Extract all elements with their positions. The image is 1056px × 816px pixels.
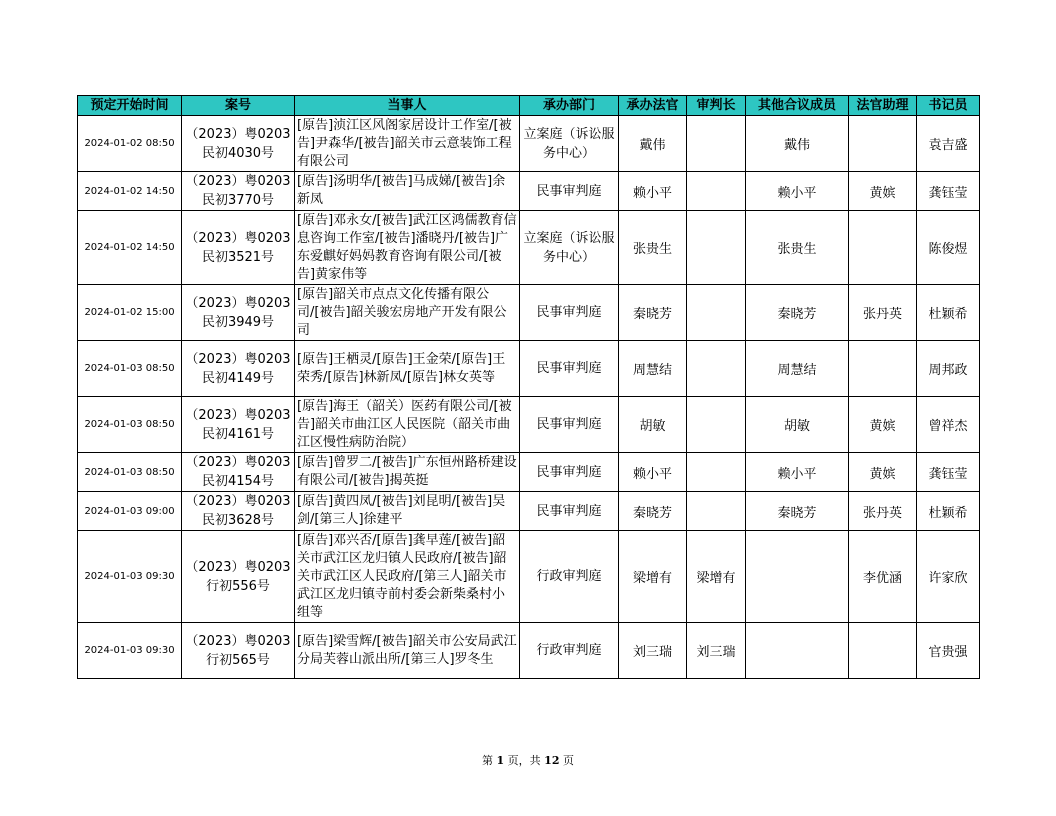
table-row	[78, 341, 980, 397]
cell-dept: 行政审判庭	[520, 531, 619, 623]
cell-chief	[687, 453, 746, 492]
cell-members: 赖小平	[746, 172, 849, 211]
footer-page-number: 1	[496, 754, 505, 767]
cell-clerk: 周邦政	[917, 341, 980, 397]
cell-clerk: 陈俊煜	[917, 211, 980, 285]
cell-time: 2024-01-03 09:30	[78, 531, 182, 623]
cell-dept: 民事审判庭	[520, 397, 619, 453]
header-start-time: 预定开始时间	[78, 96, 182, 116]
table-row	[78, 531, 980, 623]
cell-judge: 秦晓芳	[619, 492, 687, 531]
cell-members: 赖小平	[746, 453, 849, 492]
cell-judge: 秦晓芳	[619, 285, 687, 341]
cell-time: 2024-01-03 09:00	[78, 492, 182, 531]
cell-case: （2023）粤0203民初3949号	[182, 285, 295, 341]
cell-parties: [原告]韶关市点点文化传播有限公司/[被告]韶关骏宏房地产开发有限公司	[295, 285, 520, 341]
cell-dept: 民事审判庭	[520, 285, 619, 341]
cell-dept: 民事审判庭	[520, 172, 619, 211]
header-chief-judge: 审判长	[687, 96, 746, 116]
cell-members: 周慧结	[746, 341, 849, 397]
header-row	[78, 96, 980, 116]
cell-time: 2024-01-02 08:50	[78, 116, 182, 172]
cell-assistant: 张丹英	[849, 492, 917, 531]
cell-members: 秦晓芳	[746, 285, 849, 341]
cell-clerk: 杜颖希	[917, 492, 980, 531]
cell-clerk: 杜颖希	[917, 285, 980, 341]
cell-clerk: 许家欣	[917, 531, 980, 623]
cell-parties: [原告]曾罗二/[被告]广东恒州路桥建设有限公司/[被告]揭英挺	[295, 453, 520, 492]
header-judge: 承办法官	[619, 96, 687, 116]
header-assistant: 法官助理	[849, 96, 917, 116]
cell-clerk: 曾祥杰	[917, 397, 980, 453]
cell-case: （2023）粤0203民初3521号	[182, 211, 295, 285]
footer-suffix: 页	[559, 754, 574, 767]
cell-clerk: 龚钰莹	[917, 172, 980, 211]
cell-judge: 戴伟	[619, 116, 687, 172]
cell-case: （2023）粤0203行初565号	[182, 623, 295, 679]
cell-chief: 刘三瑞	[687, 623, 746, 679]
cell-judge: 梁增有	[619, 531, 687, 623]
cell-case: （2023）粤0203民初4154号	[182, 453, 295, 492]
table-row	[78, 116, 980, 172]
cell-clerk: 龚钰莹	[917, 453, 980, 492]
cell-time: 2024-01-02 14:50	[78, 172, 182, 211]
table-row	[78, 211, 980, 285]
cell-time: 2024-01-03 08:50	[78, 341, 182, 397]
cell-members: 张贵生	[746, 211, 849, 285]
cell-dept: 民事审判庭	[520, 453, 619, 492]
cell-chief	[687, 492, 746, 531]
footer-prefix: 第	[482, 754, 497, 767]
cell-parties: [原告]浈江区风阁家居设计工作室/[被告]尹森华/[被告]韶关市云意装饰工程有限公司	[295, 116, 520, 172]
cell-case: （2023）粤0203民初3628号	[182, 492, 295, 531]
cell-judge: 胡敏	[619, 397, 687, 453]
cell-assistant: 黄嫔	[849, 453, 917, 492]
cell-parties: [原告]梁雪辉/[被告]韶关市公安局武江分局芙蓉山派出所/[第三人]罗冬生	[295, 623, 520, 679]
cell-time: 2024-01-03 09:30	[78, 623, 182, 679]
cell-case: （2023）粤0203民初4161号	[182, 397, 295, 453]
page-footer	[0, 752, 1056, 768]
cell-dept: 民事审判庭	[520, 341, 619, 397]
cell-members: 戴伟	[746, 116, 849, 172]
header-panel-members: 其他合议成员	[746, 96, 849, 116]
cell-members	[746, 531, 849, 623]
cell-case: （2023）粤0203行初556号	[182, 531, 295, 623]
cell-dept: 立案庭（诉讼服务中心）	[520, 116, 619, 172]
cell-assistant: 黄嫔	[849, 172, 917, 211]
cell-parties: [原告]汤明华/[被告]马成娣/[被告]余新凤	[295, 172, 520, 211]
cell-judge: 刘三瑞	[619, 623, 687, 679]
table-row	[78, 492, 980, 531]
cell-dept: 行政审判庭	[520, 623, 619, 679]
header-department: 承办部门	[520, 96, 619, 116]
cell-time: 2024-01-03 08:50	[78, 397, 182, 453]
header-case-number: 案号	[182, 96, 295, 116]
cell-members: 胡敏	[746, 397, 849, 453]
header-clerk: 书记员	[917, 96, 980, 116]
table-row	[78, 285, 980, 341]
cell-assistant	[849, 341, 917, 397]
cell-assistant: 李优涵	[849, 531, 917, 623]
footer-total-pages: 12	[544, 754, 560, 767]
cell-chief	[687, 211, 746, 285]
cell-chief	[687, 172, 746, 211]
cell-assistant	[849, 211, 917, 285]
cell-time: 2024-01-02 15:00	[78, 285, 182, 341]
cell-parties: [原告]邓永女/[被告]武江区鸿儒教育信息咨询工作室/[被告]潘晓丹/[被告]广东爱麒好妈妈教育咨询有限公司/[被告]黄家伟等	[295, 211, 520, 285]
cell-parties: [原告]邓兴否/[原告]龚早莲/[被告]韶关市武江区龙归镇人民政府/[被告]韶关市武江区人民政府/[第三人]韶关市武江区龙归镇寺前村委会新柴桑村小组等	[295, 531, 520, 623]
cell-chief	[687, 397, 746, 453]
cell-dept: 立案庭（诉讼服务中心）	[520, 211, 619, 285]
hearing-schedule-table	[77, 95, 980, 679]
cell-dept: 民事审判庭	[520, 492, 619, 531]
cell-time: 2024-01-02 14:50	[78, 211, 182, 285]
cell-parties: [原告]海王（韶关）医药有限公司/[被告]韶关市曲江区人民医院（韶关市曲江区慢性病防治院）	[295, 397, 520, 453]
table-row	[78, 172, 980, 211]
cell-chief	[687, 341, 746, 397]
cell-parties: [原告]王栖灵/[原告]王金荣/[原告]王荣秀/[原告]林新凤/[原告]林女英等	[295, 341, 520, 397]
cell-members: 秦晓芳	[746, 492, 849, 531]
table-row	[78, 623, 980, 679]
cell-members	[746, 623, 849, 679]
cell-clerk: 官贵强	[917, 623, 980, 679]
cell-assistant	[849, 623, 917, 679]
cell-judge: 张贵生	[619, 211, 687, 285]
cell-case: （2023）粤0203民初3770号	[182, 172, 295, 211]
cell-chief: 梁增有	[687, 531, 746, 623]
cell-time: 2024-01-03 08:50	[78, 453, 182, 492]
cell-chief	[687, 116, 746, 172]
cell-clerk: 袁吉盛	[917, 116, 980, 172]
cell-case: （2023）粤0203民初4149号	[182, 341, 295, 397]
table-row	[78, 397, 980, 453]
footer-mid: 页，共	[504, 754, 545, 767]
cell-chief	[687, 285, 746, 341]
cell-judge: 赖小平	[619, 453, 687, 492]
cell-assistant	[849, 116, 917, 172]
cell-judge: 周慧结	[619, 341, 687, 397]
cell-case: （2023）粤0203民初4030号	[182, 116, 295, 172]
cell-assistant: 黄嫔	[849, 397, 917, 453]
cell-assistant: 张丹英	[849, 285, 917, 341]
cell-judge: 赖小平	[619, 172, 687, 211]
header-parties: 当事人	[295, 96, 520, 116]
table-row	[78, 453, 980, 492]
cell-parties: [原告]黄四凤/[被告]刘昆明/[被告]吴剑/[第三人]徐建平	[295, 492, 520, 531]
